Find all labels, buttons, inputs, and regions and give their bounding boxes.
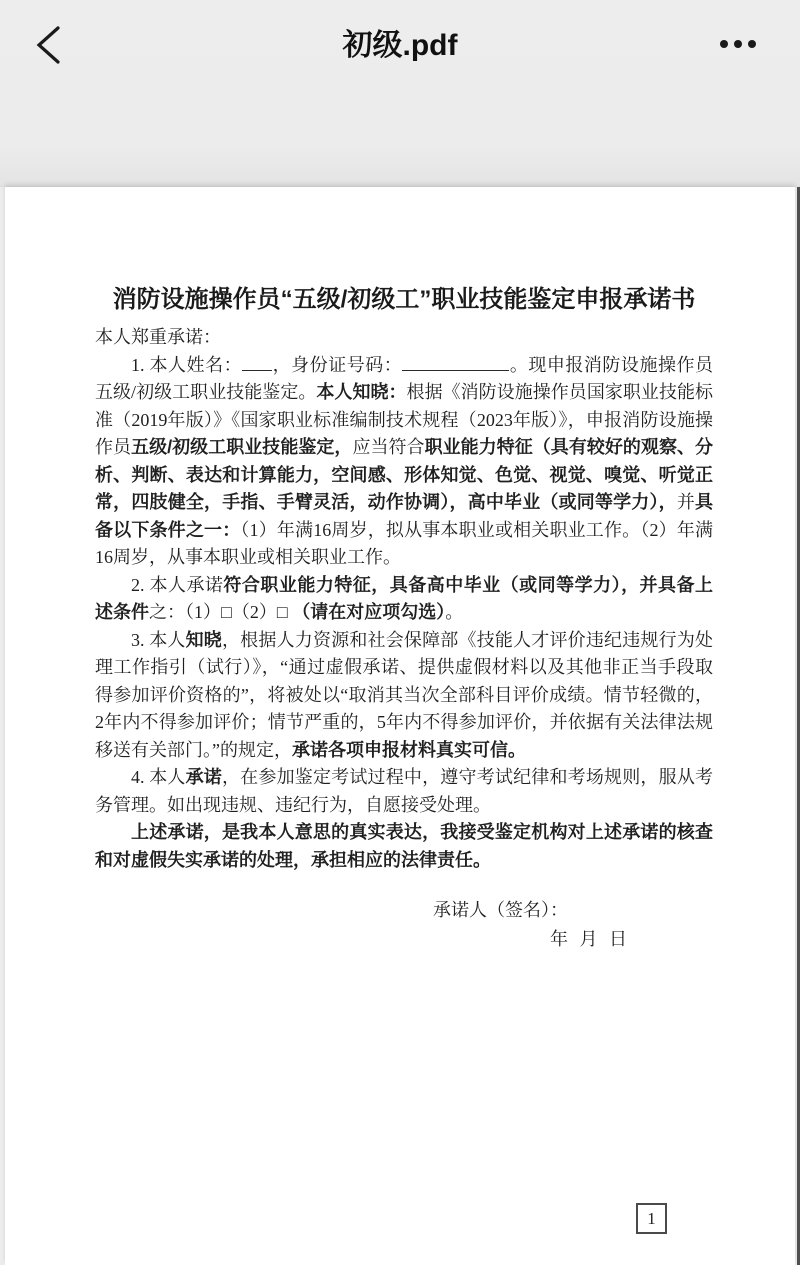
back-button[interactable] <box>26 20 70 72</box>
blank-underline <box>242 353 272 370</box>
blank-underline <box>402 353 509 370</box>
paragraph-2: 2. 本人承诺符合职业能力特征，具备高中毕业（或同等学力），并具备上述条件之：（1）□（2）□ （请在对应项勾选）。 <box>95 574 713 622</box>
document-content <box>95 187 713 954</box>
closing-paragraph: 上述承诺，是我本人意思的真实表达，我接受鉴定机构对上述承诺的核查和对虚假失实承诺的处理，承担相应的法律责任。 <box>95 822 713 870</box>
chevron-left-icon <box>35 25 61 68</box>
paragraph-3: 3. 本人知晓，根据人力资源和社会保障部《技能人才评价违纪违规行为处理工作指引（试行）》，“通过虚假承诺、提供虚假材料以及其他非正当手段取得参加评价资格的”，将被处以“取消其当次全部科目评价成绩。情节轻微的，2年内不得参加评价；情节严重的，5年内不得参加评价，并依据有关法律法规移送有关部门。”的规定，承诺各项申报材料真实可信。 <box>95 629 714 760</box>
top-bar <box>0 0 800 187</box>
pdf-page[interactable] <box>5 187 795 1265</box>
paragraph-1: 1. 本人姓名： ，身份证号码： 。现申报消防设施操作员五级/初级工职业技能鉴定。本人知晓：根据《消防设施操作员国家职业技能标准（2019年版）》《国家职业标准编制技术规程（2023年版）》，申报消防设施操作员五级/初级工职业技能鉴定，应当符合职业能力特征（具有较好的观察、分析、判断、表达和计算能力，空间感、形体知觉、色觉、视觉、嗅觉、听觉正常，四肢健全，手指、手臂灵活，动作协调），高中毕业（或同等学力），并具备以下条件之一：（1）年满16周岁，拟从事本职业或相关职业工作。（2）年满16周岁，从事本职业或相关职业工作。 <box>95 354 714 567</box>
intro-line: 本人郑重承诺： <box>95 327 221 347</box>
page-number-badge <box>636 1203 667 1234</box>
ellipsis-icon <box>720 40 756 48</box>
document-title: 消防设施操作员“五级/初级工”职业技能鉴定申报承诺书 <box>112 286 696 313</box>
more-menu-button[interactable] <box>710 30 766 58</box>
file-title: 初级.pdf <box>342 29 458 62</box>
paragraph-4: 4. 本人承诺，在参加鉴定考试过程中，遵守考试纪律和考场规则，服从考务管理。如出现违规、违纪行为，自愿接受处理。 <box>95 767 714 815</box>
page-number: 1 <box>647 1208 656 1228</box>
date-label: 年 月 日 <box>550 929 627 949</box>
signature-label: 承诺人（签名）： <box>433 900 568 920</box>
